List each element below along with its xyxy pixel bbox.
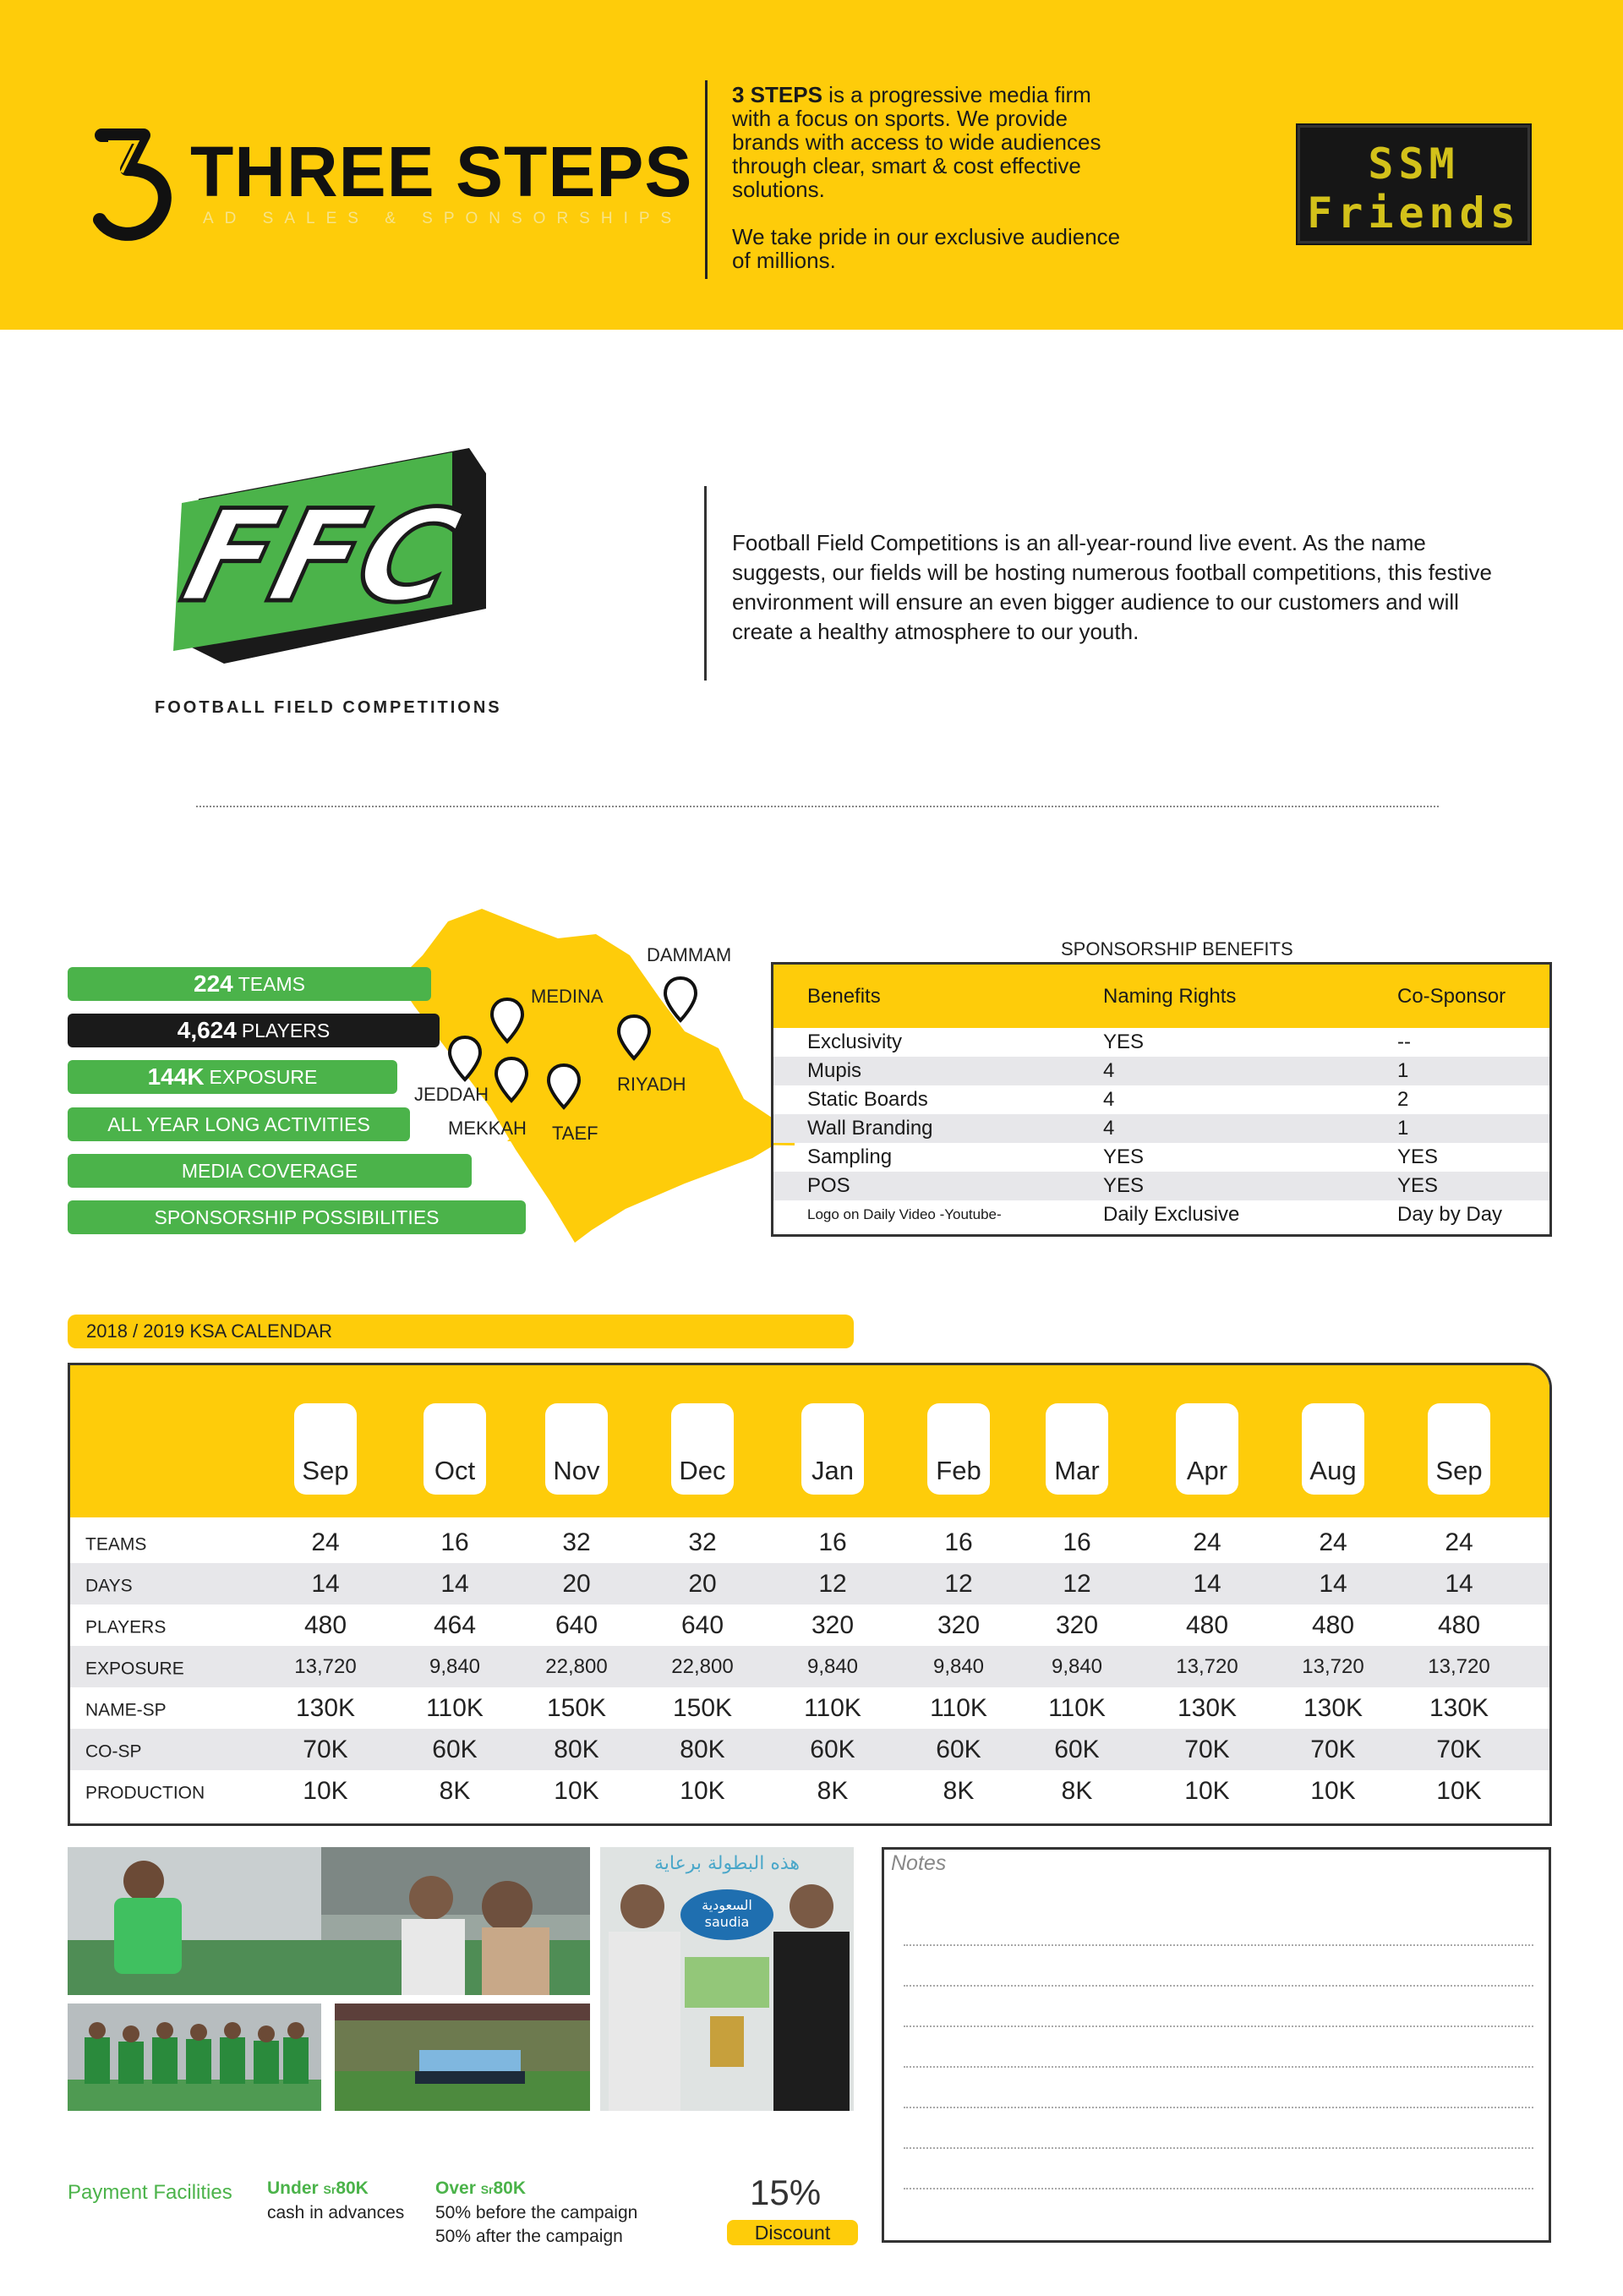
sponsor-arabic-text: هذه البطولة برعاية bbox=[653, 1853, 801, 1874]
co-sponsor-value: 2 bbox=[1397, 1088, 1409, 1111]
calendar-cell: 60K bbox=[1054, 1735, 1100, 1763]
sponsorship-header-row bbox=[773, 965, 1549, 1028]
notes-box[interactable] bbox=[882, 1847, 1551, 2243]
note-line bbox=[904, 2147, 1533, 2149]
calendar-cell: 8K bbox=[817, 1776, 849, 1805]
calendar-cell: 130K bbox=[1429, 1693, 1489, 1722]
ffc-description: Football Field Competitions is an all-year-round live event. As the name suggests, our fields will be hosting numerous football competitions, this festive environment will ensure an even bigger audience to our customers and will create a healthy atmosphere to our youth. bbox=[732, 530, 1492, 644]
calendar-row-label: PLAYERS bbox=[85, 1616, 167, 1637]
sponsorship-table bbox=[771, 962, 1552, 1237]
calendar-cell: 32 bbox=[562, 1528, 591, 1556]
co-sponsor-value: YES bbox=[1397, 1174, 1439, 1197]
payment-over-line-2: 50% after the campaign bbox=[435, 2227, 623, 2246]
stat-teams-value: 224 bbox=[194, 970, 233, 997]
co-sponsor-value: Day by Day bbox=[1397, 1203, 1503, 1226]
calendar-cell: 8K bbox=[439, 1776, 471, 1805]
ssm-friends-badge bbox=[1298, 125, 1530, 243]
calendar-cell: 12 bbox=[944, 1569, 973, 1598]
calendar-table bbox=[68, 1363, 1552, 1826]
discount-badge: Discount bbox=[727, 2220, 858, 2245]
table-row bbox=[70, 1563, 1549, 1604]
stat-exposure-value: 144K bbox=[147, 1063, 205, 1090]
calendar-cell: 14 bbox=[311, 1569, 340, 1598]
calendar-cell: 24 bbox=[1445, 1528, 1473, 1556]
calendar-cell: 480 bbox=[303, 1610, 347, 1639]
city-label-dammam: DAMMAM bbox=[647, 944, 732, 965]
table-row bbox=[70, 1687, 1549, 1729]
calendar-cell: 20 bbox=[688, 1569, 717, 1598]
photo-team-green bbox=[68, 2004, 321, 2111]
naming-rights-value: YES bbox=[1103, 1145, 1145, 1168]
calendar-cell: 10K bbox=[1436, 1776, 1482, 1805]
calendar-cell: 16 bbox=[1063, 1528, 1091, 1556]
note-line bbox=[904, 2025, 1533, 2027]
calendar-cell: 9,840 bbox=[932, 1654, 985, 1678]
month-tab: Oct bbox=[424, 1403, 486, 1495]
note-line bbox=[904, 2188, 1533, 2189]
sponsor-logo-ar: السعودية bbox=[702, 1897, 752, 1913]
ffc-caption: FOOTBALL FIELD COMPETITIONS bbox=[155, 698, 502, 717]
calendar-cell: 22,800 bbox=[671, 1654, 734, 1678]
note-line bbox=[904, 2107, 1533, 2108]
calendar-row-label: PRODUCTION bbox=[85, 1782, 205, 1802]
payment-over-head: Over bbox=[435, 2178, 481, 2198]
stat-teams-label: TEAMS bbox=[238, 972, 305, 995]
sponsorship-header-cell: Co-Sponsor bbox=[1397, 984, 1506, 1008]
calendar-cell: 14 bbox=[1445, 1569, 1473, 1598]
calendar-cell: 9,840 bbox=[429, 1654, 481, 1678]
naming-rights-value: YES bbox=[1103, 1174, 1145, 1197]
stat-sponsorship: SPONSORSHIP POSSIBILITIES bbox=[68, 1200, 526, 1234]
calendar-cell: 22,800 bbox=[545, 1654, 608, 1678]
badge-line-2: Friends bbox=[1307, 189, 1521, 238]
intro-text bbox=[732, 83, 1121, 272]
payment-under-amount: 80K bbox=[336, 2178, 369, 2198]
calendar-cell: 20 bbox=[562, 1569, 591, 1598]
calendar-cell: 24 bbox=[311, 1528, 340, 1556]
calendar-cell: 14 bbox=[1319, 1569, 1347, 1598]
calendar-cell: 10K bbox=[680, 1776, 725, 1805]
calendar-cell: 480 bbox=[1185, 1610, 1229, 1639]
stat-teams bbox=[68, 967, 431, 1001]
calendar-cell: 9,840 bbox=[1051, 1654, 1103, 1678]
benefit-name: Logo on Daily Video -Youtube- bbox=[807, 1206, 1002, 1222]
discount-percentage: 15% bbox=[750, 2173, 822, 2212]
month-tab: Sep bbox=[1428, 1403, 1490, 1495]
month-tab: Apr bbox=[1176, 1403, 1238, 1495]
naming-rights-value: YES bbox=[1103, 1030, 1145, 1053]
notes-label: Notes bbox=[891, 1851, 947, 1875]
month-tab: Mar bbox=[1046, 1403, 1108, 1495]
calendar-cell: 70K bbox=[1184, 1735, 1230, 1763]
table-row bbox=[70, 1604, 1549, 1646]
photo-referee-players bbox=[68, 1847, 590, 1995]
calendar-cell: 130K bbox=[1177, 1693, 1238, 1722]
calendar-cell: 32 bbox=[688, 1528, 717, 1556]
calendar-cell: 480 bbox=[1311, 1610, 1355, 1639]
calendar-cell: 12 bbox=[818, 1569, 847, 1598]
calendar-cell: 640 bbox=[680, 1610, 724, 1639]
calendar-cell: 110K bbox=[426, 1693, 484, 1722]
ffc-logo bbox=[165, 440, 486, 681]
brand-tagline: AD SALES & SPONSORSHIPS bbox=[203, 210, 683, 227]
calendar-cell: 14 bbox=[1193, 1569, 1221, 1598]
calendar-cell: 13,720 bbox=[1428, 1654, 1490, 1678]
benefit-name: Static Boards bbox=[807, 1088, 928, 1111]
table-row bbox=[773, 1143, 1549, 1172]
benefit-name: POS bbox=[807, 1174, 850, 1197]
calendar-cell: 464 bbox=[433, 1610, 477, 1639]
calendar-cell: 9,840 bbox=[806, 1654, 859, 1678]
calendar-row-label: EXPOSURE bbox=[85, 1658, 184, 1678]
calendar-row-label: NAME-SP bbox=[85, 1699, 167, 1719]
calendar-cell: 10K bbox=[554, 1776, 599, 1805]
city-label-riyadh: RIYADH bbox=[617, 1074, 686, 1095]
intro-second-paragraph: We take pride in our exclusive audience of millions. bbox=[732, 224, 1121, 273]
table-row bbox=[773, 1085, 1549, 1114]
calendar-cell: 130K bbox=[1303, 1693, 1363, 1722]
sponsorship-header-cell: Benefits bbox=[807, 984, 881, 1008]
table-row bbox=[773, 1028, 1549, 1057]
intro-body: is a progressive media firm with a focus on sports. We provide brands with access to wide audiences through clear, smart & cost effective solutions. bbox=[732, 82, 1101, 202]
calendar-cell: 80K bbox=[680, 1735, 725, 1763]
calendar-cell: 16 bbox=[944, 1528, 973, 1556]
table-row bbox=[773, 1057, 1549, 1085]
calendar-cell: 8K bbox=[1061, 1776, 1093, 1805]
calendar-cell: 320 bbox=[811, 1610, 855, 1639]
stat-exposure-label: EXPOSURE bbox=[209, 1065, 318, 1088]
calendar-cell: 80K bbox=[554, 1735, 599, 1763]
mekkah-pin-icon bbox=[495, 1057, 528, 1103]
payment-over bbox=[435, 2177, 637, 2249]
payment-over-currency: Sr bbox=[480, 2183, 494, 2196]
section-separator bbox=[196, 806, 1439, 807]
table-row bbox=[70, 1522, 1549, 1563]
brand-name: THREE STEPS bbox=[190, 132, 693, 211]
taef-pin-icon bbox=[547, 1063, 581, 1110]
sponsor-logo-en: saudia bbox=[704, 1914, 750, 1930]
calendar-cell: 110K bbox=[804, 1693, 861, 1722]
stat-exposure bbox=[68, 1060, 397, 1094]
stat-players-value: 4,624 bbox=[177, 1017, 237, 1043]
payment-under-head: Under bbox=[267, 2178, 324, 2198]
calendar-month-header bbox=[70, 1365, 1549, 1517]
calendar-cell: 24 bbox=[1193, 1528, 1221, 1556]
dammam-pin-icon bbox=[664, 976, 697, 1023]
stat-players-label: PLAYERS bbox=[241, 1019, 331, 1041]
payment-under-currency: Sr bbox=[323, 2183, 336, 2196]
calendar-cell: 13,720 bbox=[1302, 1654, 1364, 1678]
calendar-cell: 8K bbox=[943, 1776, 975, 1805]
payment-over-line-1: 50% before the campaign bbox=[435, 2203, 638, 2222]
calendar-cell: 16 bbox=[818, 1528, 847, 1556]
calendar-cell: 480 bbox=[1437, 1610, 1481, 1639]
stat-players bbox=[68, 1014, 440, 1047]
photo-trophy bbox=[600, 1847, 854, 2111]
calendar-cell: 60K bbox=[810, 1735, 855, 1763]
payment-label: Payment Facilities bbox=[68, 2181, 232, 2204]
city-label-taef: TAEF bbox=[552, 1123, 598, 1144]
ffc-divider bbox=[704, 486, 707, 681]
stat-media-coverage: MEDIA COVERAGE bbox=[68, 1154, 472, 1188]
note-line bbox=[904, 1985, 1533, 1987]
naming-rights-value: 4 bbox=[1103, 1088, 1115, 1111]
benefit-name: Exclusivity bbox=[807, 1030, 903, 1053]
payment-under-line: cash in advances bbox=[267, 2203, 405, 2222]
city-label-mekkah: MEKKAH bbox=[448, 1118, 527, 1139]
calendar-cell: 16 bbox=[440, 1528, 469, 1556]
calendar-cell: 13,720 bbox=[1176, 1654, 1238, 1678]
calendar-row-label: TEAMS bbox=[85, 1533, 147, 1554]
sponsorship-header-cell: Naming Rights bbox=[1103, 984, 1237, 1008]
table-row bbox=[773, 1114, 1549, 1143]
calendar-cell: 70K bbox=[1436, 1735, 1482, 1763]
month-tab: Feb bbox=[927, 1403, 990, 1495]
calendar-cell: 60K bbox=[936, 1735, 981, 1763]
benefit-name: Wall Branding bbox=[807, 1117, 933, 1140]
calendar-cell: 12 bbox=[1063, 1569, 1091, 1598]
calendar-cell: 10K bbox=[1310, 1776, 1356, 1805]
calendar-cell: 60K bbox=[432, 1735, 478, 1763]
stat-all-year: ALL YEAR LONG ACTIVITIES bbox=[68, 1107, 410, 1141]
co-sponsor-value: 1 bbox=[1397, 1059, 1409, 1082]
table-row bbox=[773, 1172, 1549, 1200]
note-line bbox=[904, 2066, 1533, 2068]
intro-bold: 3 STEPS bbox=[732, 82, 822, 107]
naming-rights-value: 4 bbox=[1103, 1117, 1115, 1140]
riyadh-pin-icon bbox=[617, 1014, 651, 1061]
month-tab: Aug bbox=[1302, 1403, 1364, 1495]
calendar-cell: 150K bbox=[546, 1693, 607, 1722]
calendar-cell: 150K bbox=[672, 1693, 733, 1722]
calendar-cell: 10K bbox=[303, 1776, 348, 1805]
calendar-row-label: CO-SP bbox=[85, 1741, 142, 1761]
calendar-cell: 13,720 bbox=[294, 1654, 357, 1678]
jeddah-pin-icon bbox=[448, 1036, 482, 1082]
table-row bbox=[70, 1770, 1549, 1812]
month-tab: Nov bbox=[545, 1403, 608, 1495]
table-row bbox=[70, 1729, 1549, 1770]
table-row bbox=[70, 1646, 1549, 1687]
month-tab: Sep bbox=[294, 1403, 357, 1495]
naming-rights-value: 4 bbox=[1103, 1059, 1115, 1082]
calendar-cell: 110K bbox=[930, 1693, 987, 1722]
calendar-cell: 10K bbox=[1184, 1776, 1230, 1805]
badge-line-1: SSM bbox=[1368, 139, 1460, 189]
calendar-row-label: DAYS bbox=[85, 1575, 133, 1595]
calendar-cell: 24 bbox=[1319, 1528, 1347, 1556]
month-tab: Jan bbox=[801, 1403, 864, 1495]
payment-under bbox=[267, 2177, 404, 2225]
payment-over-amount: 80K bbox=[493, 2178, 527, 2198]
photo-team-blue bbox=[335, 2004, 590, 2111]
calendar-cell: 70K bbox=[303, 1735, 348, 1763]
calendar-cell: 70K bbox=[1310, 1735, 1356, 1763]
co-sponsor-value: 1 bbox=[1397, 1117, 1409, 1140]
three-steps-logo-icon bbox=[93, 118, 178, 245]
medina-pin-icon bbox=[490, 998, 524, 1044]
city-label-medina: MEDINA bbox=[531, 986, 604, 1007]
co-sponsor-value: -- bbox=[1397, 1030, 1411, 1053]
calendar-cell: 640 bbox=[555, 1610, 598, 1639]
city-label-jeddah: JEDDAH bbox=[414, 1084, 489, 1105]
benefit-name: Sampling bbox=[807, 1145, 893, 1168]
calendar-cell: 110K bbox=[1048, 1693, 1106, 1722]
co-sponsor-value: YES bbox=[1397, 1145, 1439, 1168]
benefit-name: Mupis bbox=[807, 1059, 862, 1082]
calendar-cell: 130K bbox=[295, 1693, 356, 1722]
table-row bbox=[773, 1200, 1549, 1229]
header-divider bbox=[705, 80, 708, 279]
calendar-cell: 320 bbox=[1055, 1610, 1099, 1639]
naming-rights-value: Daily Exclusive bbox=[1103, 1203, 1240, 1226]
ffc-logo-text: FFC bbox=[170, 483, 473, 631]
note-line bbox=[904, 1944, 1533, 1946]
calendar-label: 2018 / 2019 KSA CALENDAR bbox=[68, 1315, 854, 1348]
month-tab: Dec bbox=[671, 1403, 734, 1495]
calendar-cell: 14 bbox=[440, 1569, 469, 1598]
sponsorship-title: SPONSORSHIP BENEFITS bbox=[1061, 938, 1293, 959]
calendar-cell: 320 bbox=[937, 1610, 981, 1639]
